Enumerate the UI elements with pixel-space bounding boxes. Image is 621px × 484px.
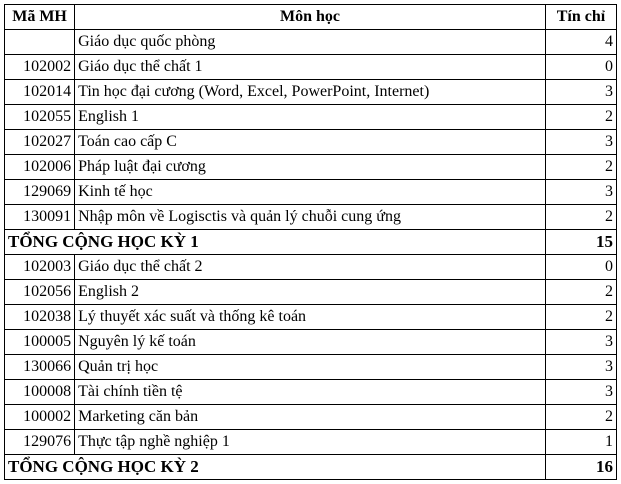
course-name: Tài chính tiền tệ	[75, 380, 546, 405]
course-credits: 2	[545, 280, 616, 305]
course-code: 130091	[5, 205, 75, 230]
course-name: Tin học đại cương (Word, Excel, PowerPoint, Internet)	[75, 80, 546, 105]
course-code: 100002	[5, 405, 75, 430]
course-name: Nguyên lý kế toán	[75, 330, 546, 355]
course-credits: 2	[545, 305, 616, 330]
course-code: 102003	[5, 255, 75, 280]
course-credit-table	[4, 4, 617, 480]
header-credits: Tín chỉ	[545, 5, 616, 30]
table-row	[5, 255, 617, 280]
course-code: 129069	[5, 180, 75, 205]
table-row	[5, 405, 617, 430]
table-row	[5, 155, 617, 180]
course-credits: 2	[545, 205, 616, 230]
course-code: 130066	[5, 355, 75, 380]
table-row	[5, 130, 617, 155]
table-row	[5, 305, 617, 330]
course-credits: 0	[545, 55, 616, 80]
course-name: Giáo dục thể chất 2	[75, 255, 546, 280]
semester-1-total-label: TỔNG CỘNG HỌC KỲ 1	[5, 230, 546, 255]
course-name: Thực tập nghề nghiệp 1	[75, 430, 546, 455]
course-name: Quản trị học	[75, 355, 546, 380]
course-name: Giáo dục quốc phòng	[75, 30, 546, 55]
course-credits: 3	[545, 330, 616, 355]
course-credits: 2	[545, 405, 616, 430]
course-code: 129076	[5, 430, 75, 455]
course-name: Pháp luật đại cương	[75, 155, 546, 180]
semester-2-total-label: TỔNG CỘNG HỌC KỲ 2	[5, 455, 546, 480]
course-name: Kinh tế học	[75, 180, 546, 205]
course-code: 102014	[5, 80, 75, 105]
course-credits: 3	[545, 180, 616, 205]
course-code: 102002	[5, 55, 75, 80]
semester-2-total-credits: 16	[545, 455, 616, 480]
course-name: English 2	[75, 280, 546, 305]
table-row	[5, 205, 617, 230]
table-row	[5, 355, 617, 380]
course-code: 100008	[5, 380, 75, 405]
header-course-name: Môn học	[75, 5, 546, 30]
semester-1-total-row	[5, 230, 617, 255]
course-credits: 1	[545, 430, 616, 455]
course-name: Lý thuyết xác suất và thống kê toán	[75, 305, 546, 330]
course-credits: 3	[545, 380, 616, 405]
course-credits: 3	[545, 355, 616, 380]
course-credits: 2	[545, 105, 616, 130]
course-name: Toán cao cấp C	[75, 130, 546, 155]
course-credits: 0	[545, 255, 616, 280]
course-name: Nhập môn về Logisctis và quản lý chuỗi cung ứng	[75, 205, 546, 230]
table-row	[5, 330, 617, 355]
course-code	[5, 30, 75, 55]
course-code: 102055	[5, 105, 75, 130]
table-row	[5, 30, 617, 55]
course-code: 100005	[5, 330, 75, 355]
course-credits: 3	[545, 130, 616, 155]
table-row	[5, 55, 617, 80]
table-row	[5, 380, 617, 405]
table-row	[5, 80, 617, 105]
table-row	[5, 180, 617, 205]
course-credits: 3	[545, 80, 616, 105]
course-code: 102038	[5, 305, 75, 330]
course-code: 102006	[5, 155, 75, 180]
course-code: 102056	[5, 280, 75, 305]
course-credits: 2	[545, 155, 616, 180]
course-name: Giáo dục thể chất 1	[75, 55, 546, 80]
course-credits: 4	[545, 30, 616, 55]
table-row	[5, 105, 617, 130]
table-row	[5, 280, 617, 305]
semester-2-total-row	[5, 455, 617, 480]
table-row	[5, 430, 617, 455]
course-name: Marketing căn bản	[75, 405, 546, 430]
header-course-code: Mã MH	[5, 5, 75, 30]
course-name: English 1	[75, 105, 546, 130]
header-row	[5, 5, 617, 30]
course-code: 102027	[5, 130, 75, 155]
semester-1-total-credits: 15	[545, 230, 616, 255]
